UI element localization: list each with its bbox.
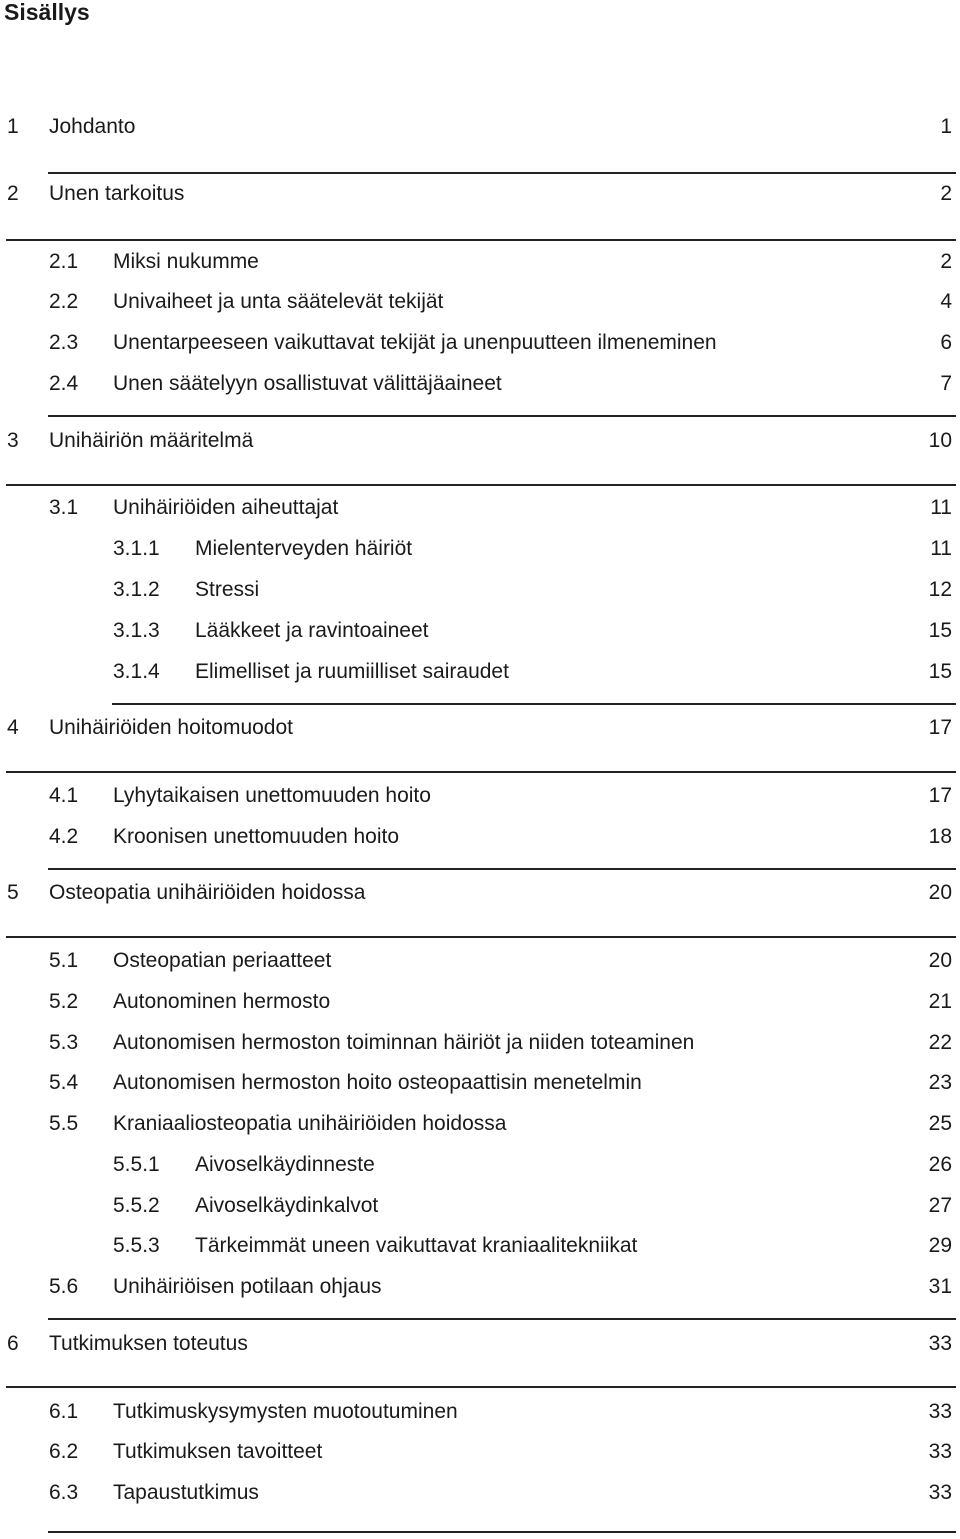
toc-entry-3-1[interactable] <box>0 491 960 525</box>
toc-label: Autonominen hermosto <box>113 990 331 1013</box>
toc-page-number: 2 <box>940 182 952 205</box>
toc-page-number: 33 <box>928 1440 952 1463</box>
toc-entry-2-3[interactable] <box>0 326 960 360</box>
toc-entry-5-2[interactable] <box>0 985 960 1019</box>
toc-number: 5.5 <box>49 1112 79 1135</box>
toc-label: Johdanto <box>49 115 136 138</box>
toc-entry-2-1[interactable] <box>0 245 960 279</box>
toc-number: 4.2 <box>49 825 79 848</box>
toc-page-number: 22 <box>928 1031 952 1054</box>
toc-label: Unihäiriöiden aiheuttajat <box>113 496 339 519</box>
toc-number: 5.3 <box>49 1031 79 1054</box>
toc-page-number: 33 <box>928 1481 952 1504</box>
toc-number: 3.1.3 <box>113 619 160 642</box>
section-divider <box>48 1531 956 1533</box>
toc-label: Univaiheet ja unta säätelevät tekijät <box>113 290 444 313</box>
toc-number: 5 <box>7 881 19 904</box>
toc-number: 2.3 <box>49 331 79 354</box>
toc-label: Lääkkeet ja ravintoaineet <box>195 619 429 642</box>
section-divider <box>48 172 956 174</box>
section-divider <box>48 1318 956 1320</box>
section-divider <box>48 868 956 870</box>
toc-number: 5.5.1 <box>113 1153 160 1176</box>
toc-entry-3-1-1[interactable] <box>0 532 960 566</box>
toc-page-number: 1 <box>940 115 952 138</box>
toc-page-number: 20 <box>928 949 952 972</box>
toc-label: Unihäiriön määritelmä <box>49 429 254 452</box>
toc-entry-3[interactable] <box>0 424 960 458</box>
toc-number: 4.1 <box>49 784 79 807</box>
toc-number: 3 <box>7 429 19 452</box>
toc-number: 3.1.2 <box>113 578 160 601</box>
toc-label: Stressi <box>195 578 260 601</box>
toc-entry-5-5-2[interactable] <box>0 1189 960 1223</box>
toc-number: 5.6 <box>49 1275 79 1298</box>
toc-entry-3-1-3[interactable] <box>0 614 960 648</box>
toc-page-number: 33 <box>928 1400 952 1423</box>
section-divider <box>6 484 956 486</box>
page-title: Sisällys <box>4 0 90 25</box>
toc-page-number: 29 <box>928 1234 952 1257</box>
toc-entry-5-5-1[interactable] <box>0 1148 960 1182</box>
toc-number: 6.1 <box>49 1400 79 1423</box>
toc-page-number: 17 <box>928 716 952 739</box>
toc-label: Osteopatia unihäiriöiden hoidossa <box>49 881 366 904</box>
toc-entry-4-1[interactable] <box>0 779 960 813</box>
section-divider <box>6 771 956 773</box>
toc-page-number: 10 <box>928 429 952 452</box>
toc-number: 2.1 <box>49 250 79 273</box>
toc-entry-3-1-2[interactable] <box>0 573 960 607</box>
toc-entry-6-3[interactable] <box>0 1476 960 1510</box>
toc-label: Tutkimuksen toteutus <box>49 1332 248 1355</box>
toc-entry-4[interactable] <box>0 711 960 745</box>
section-divider <box>6 936 956 938</box>
toc-page-number: 15 <box>928 660 952 683</box>
toc-entry-6[interactable] <box>0 1327 960 1361</box>
toc-entry-5-5-3[interactable] <box>0 1229 960 1263</box>
toc-page-number: 4 <box>940 290 952 313</box>
toc-number: 2.4 <box>49 372 79 395</box>
toc-page-number: 27 <box>928 1194 952 1217</box>
toc-entry-5-5[interactable] <box>0 1107 960 1141</box>
toc-number: 6 <box>7 1332 19 1355</box>
toc-page-number: 12 <box>928 578 952 601</box>
toc-page-number: 21 <box>928 990 952 1013</box>
section-divider <box>48 415 956 417</box>
toc-number: 6.3 <box>49 1481 79 1504</box>
toc-label: Unentarpeeseen vaikuttavat tekijät ja unenpuutteen ilmeneminen <box>113 331 717 354</box>
toc-entry-3-1-4[interactable] <box>0 655 960 689</box>
section-divider <box>6 239 956 241</box>
toc-entry-4-2[interactable] <box>0 820 960 854</box>
toc-page-number: 7 <box>940 372 952 395</box>
toc-page-number: 6 <box>940 331 952 354</box>
toc-label: Tutkimuskysymysten muotoutuminen <box>113 1400 458 1423</box>
toc-label: Kroonisen unettomuuden hoito <box>113 825 400 848</box>
toc-entry-5[interactable] <box>0 876 960 910</box>
toc-page-number: 11 <box>930 537 952 560</box>
toc-page-number: 2 <box>940 250 952 273</box>
toc-number: 3.1.4 <box>113 660 160 683</box>
toc-page-number: 25 <box>928 1112 952 1135</box>
toc-label: Kraniaaliosteopatia unihäiriöiden hoidossa <box>113 1112 507 1135</box>
toc-label: Tärkeimmät uneen vaikuttavat kraniaalitekniikat <box>195 1234 638 1257</box>
toc-label: Mielenterveyden häiriöt <box>195 537 413 560</box>
toc-label: Miksi nukumme <box>113 250 259 273</box>
toc-page-number: 31 <box>928 1275 952 1298</box>
toc-label: Autonomisen hermoston toiminnan häiriöt ja niiden toteaminen <box>113 1031 695 1054</box>
toc-entry-2-4[interactable] <box>0 367 960 401</box>
toc-number: 5.5.3 <box>113 1234 160 1257</box>
toc-page-number: 17 <box>928 784 952 807</box>
toc-number: 5.1 <box>49 949 79 972</box>
toc-entry-1[interactable] <box>0 110 960 144</box>
toc-number: 2 <box>7 182 19 205</box>
toc-number: 6.2 <box>49 1440 79 1463</box>
toc-label: Osteopatian periaatteet <box>113 949 332 972</box>
toc-label: Unihäiriöiden hoitomuodot <box>49 716 293 739</box>
toc-page-number: 26 <box>928 1153 952 1176</box>
toc-entry-2[interactable] <box>0 177 960 211</box>
toc-label: Autonomisen hermoston hoito osteopaattisin menetelmin <box>113 1071 642 1094</box>
toc-entry-5-1[interactable] <box>0 944 960 978</box>
toc-number: 3.1.1 <box>113 537 160 560</box>
toc-number: 2.2 <box>49 290 79 313</box>
toc-entry-5-3[interactable] <box>0 1026 960 1060</box>
toc-page-number: 20 <box>928 881 952 904</box>
section-divider <box>6 1386 956 1388</box>
toc-entry-6-1[interactable] <box>0 1395 960 1429</box>
toc-entry-5-4[interactable] <box>0 1066 960 1100</box>
toc-label: Unihäiriöisen potilaan ohjaus <box>113 1275 382 1298</box>
toc-number: 1 <box>7 115 19 138</box>
section-divider <box>112 703 956 705</box>
toc-number: 5.2 <box>49 990 79 1013</box>
toc-entry-2-2[interactable] <box>0 285 960 319</box>
toc-number: 5.5.2 <box>113 1194 160 1217</box>
toc-label: Unen tarkoitus <box>49 182 185 205</box>
toc-label: Aivoselkäydinkalvot <box>195 1194 379 1217</box>
toc-number: 4 <box>7 716 19 739</box>
toc-entry-5-6[interactable] <box>0 1270 960 1304</box>
toc-page-number: 33 <box>928 1332 952 1355</box>
toc-label: Aivoselkäydinneste <box>195 1153 375 1176</box>
toc-page-number: 11 <box>930 496 952 519</box>
toc-label: Tapaustutkimus <box>113 1481 259 1504</box>
toc-page-number: 18 <box>928 825 952 848</box>
toc-label: Unen säätelyyn osallistuvat välittäjäaineet <box>113 372 502 395</box>
toc-label: Tutkimuksen tavoitteet <box>113 1440 323 1463</box>
toc-entry-6-2[interactable] <box>0 1435 960 1469</box>
toc-page-number: 15 <box>928 619 952 642</box>
toc-label: Elimelliset ja ruumiilliset sairaudet <box>195 660 509 683</box>
toc-number: 3.1 <box>49 496 79 519</box>
toc-label: Lyhytaikaisen unettomuuden hoito <box>113 784 431 807</box>
toc-page-number: 23 <box>928 1071 952 1094</box>
toc-number: 5.4 <box>49 1071 79 1094</box>
